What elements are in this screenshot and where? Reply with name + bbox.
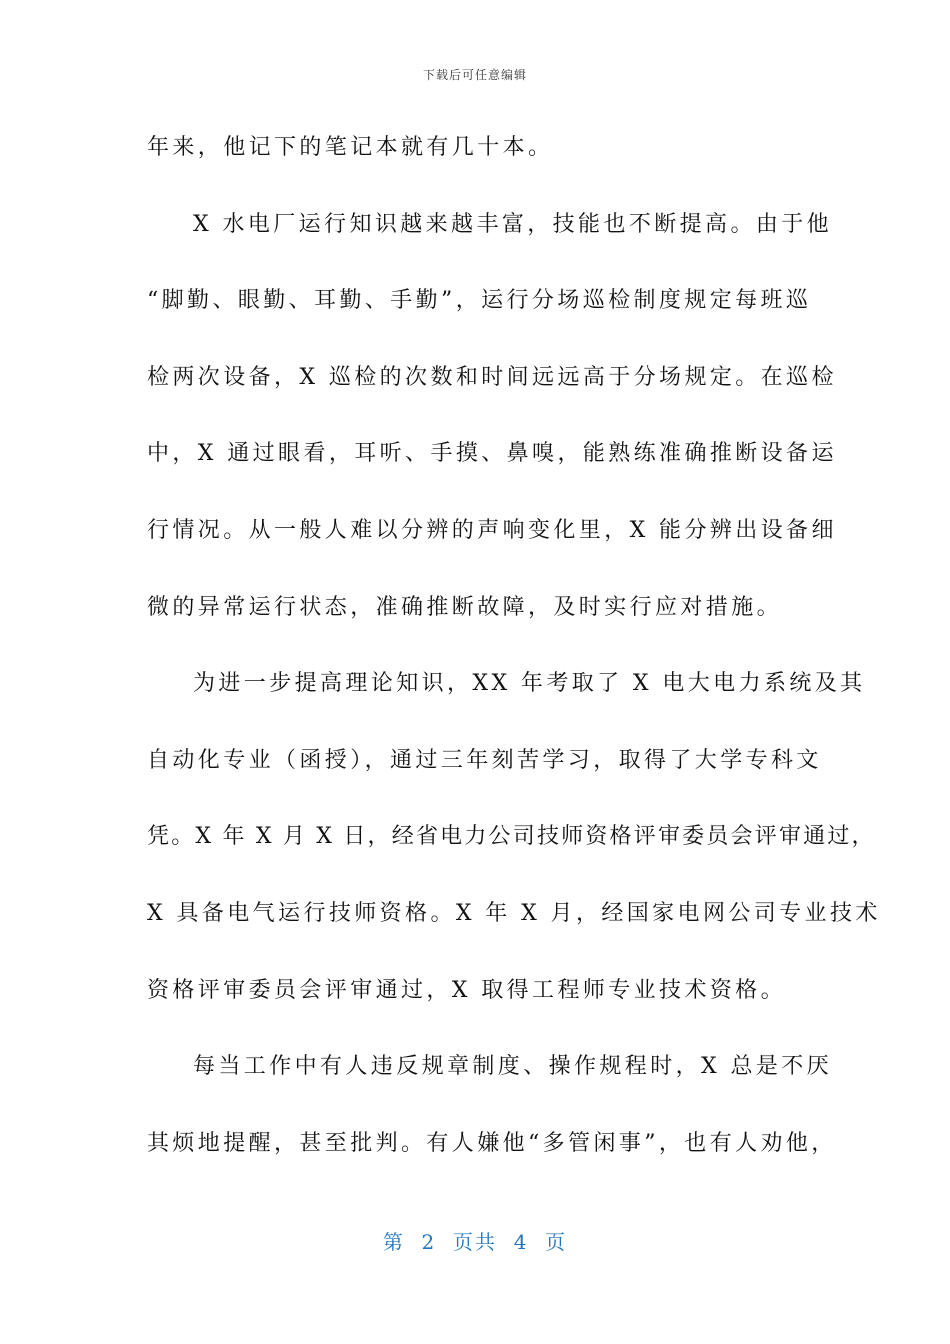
text-line: 微的异常运行状态，准确推断故障，及时实行应对措施。 xyxy=(147,594,783,620)
text-line: X 具备电气运行技师资格。X 年 X 月，经国家电网公司专业技术 xyxy=(147,900,881,926)
text-line: 为进一步提高理论知识，XX 年考取了 X 电大电力系统及其 xyxy=(193,671,866,697)
text-line: 中，X 通过眼看，耳听、手摸、鼻嗅，能熟练准确推断设备运 xyxy=(147,441,837,467)
text-line: 自动化专业（函授），通过三年刻苦学习，取得了大学专科文 xyxy=(147,747,822,773)
text-line: 其烦地提醒，甚至批判。有人嫌他“多管闲事”，也有人劝他， xyxy=(147,1130,837,1156)
text-line: 凭。X 年 X 月 X 日，经省电力公司技师资格评审委员会评审通过， xyxy=(147,824,876,850)
text-line: 每当工作中有人违反规章制度、操作规程时，X 总是不厌 xyxy=(193,1054,833,1080)
page-header: 下载后可任意编辑 xyxy=(422,68,527,82)
text-line: 资格评审委员会评审通过，X 取得工程师专业技术资格。 xyxy=(147,977,787,1003)
text-line: 年来，他记下的笔记本就有几十本。 xyxy=(147,135,554,160)
text-line: X 水电厂运行知识越来越丰富，技能也不断提高。由于他 xyxy=(193,211,833,237)
text-line: 检两次设备，X 巡检的次数和时间远远高于分场规定。在巡检 xyxy=(147,364,837,390)
document-body xyxy=(147,125,881,1197)
text-line: “脚勤、眼勤、耳勤、手勤”，运行分场巡检制度规定每班巡 xyxy=(147,288,812,314)
text-line: 行情况。从一般人难以分辨的声响变化里，X 能分辨出设备细 xyxy=(147,517,837,543)
page-number-footer: 第 2 页共 4 页 xyxy=(382,1230,568,1254)
